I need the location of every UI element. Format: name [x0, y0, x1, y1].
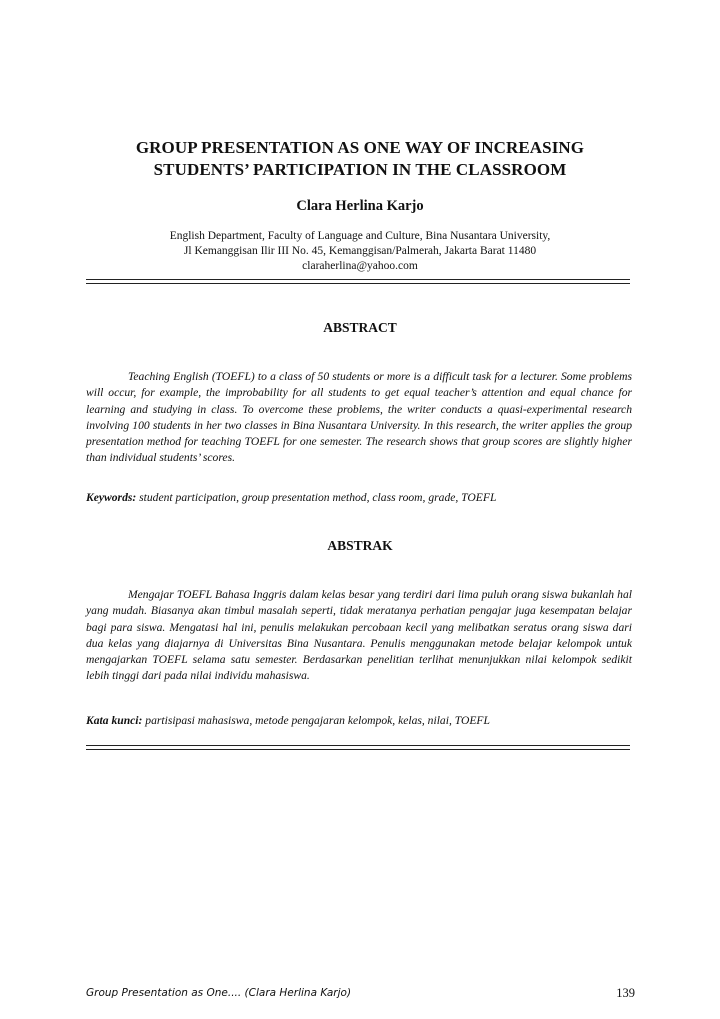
keywords-list: student participation, group presentation method, class room, grade, TOEFL — [136, 491, 497, 504]
keywords-label: Keywords: — [86, 491, 137, 504]
kata-kunci-label: Kata kunci: — [86, 714, 143, 727]
top-double-rule — [86, 279, 630, 284]
paper-title — [60, 137, 660, 181]
affiliation-line-1: English Department, Faculty of Language and Culture, Bina Nusantara University, — [169, 230, 551, 242]
abstrak-body: Mengajar TOEFL Bahasa Inggris dalam kelas besar yang terdiri dari lima puluh orang siswa bukanlah hal yang mudah. Biasanya akan timbul masalah seperti, tidak meratanya perhatian pengajar juga kesempatan belajar bagi para siswa. Mengatasi hal ini, penulis melakukan percobaan kecil yang melibatkan seratus orang siswa dari dua kelas yang diajarnya di Universitas Bina Nusantara. Penulis menggunakan metode belajar kelompok untuk mengajarkan TOEFL selama satu semester. Berdasarkan penelitian terlihat menunjukkan nilai kelompok sedikit lebih tinggi dari pada nilai individu mahasiswa. — [86, 588, 632, 683]
abstrak-heading: ABSTRAK — [327, 538, 393, 553]
keywords-line — [86, 490, 632, 506]
abstract-heading: ABSTRACT — [323, 320, 397, 335]
kata-kunci-list: partisipasi mahasiswa, metode pengajaran kelompok, kelas, nilai, TOEFL — [142, 714, 490, 727]
author-affiliation — [60, 229, 660, 274]
bottom-double-rule — [86, 745, 630, 750]
author-email: claraherlina@yahoo.com — [302, 260, 418, 272]
kata-kunci-line — [86, 713, 632, 729]
affiliation-line-2: Jl Kemanggisan Ilir III No. 45, Kemanggisan/Palmerah, Jakarta Barat 11480 — [183, 245, 537, 257]
author-name: Clara Herlina Karjo — [296, 198, 424, 214]
title-line-2: STUDENTS’ PARTICIPATION IN THE CLASSROOM — [153, 160, 567, 179]
running-footer-title: Group Presentation as One.... (Clara Herlina Karjo) — [86, 987, 352, 999]
page-number: 139 — [616, 986, 635, 1000]
abstract-body: Teaching English (TOEFL) to a class of 50 students or more is a difficult task for a lecturer. Some problems will occur, for example, the improbability for all students to get equal teacher’s attention and equal chance for learning and studying in class. To overcome these problems, the writer conducts a quasi-experimental research involving 100 students in her two classes in Bina Nusantara University. In this research, the writer applies the group presentation method for teaching TOEFL for one semester. The research shows that group scores are slightly higher than individual students’ scores. — [86, 370, 632, 465]
title-line-1: GROUP PRESENTATION AS ONE WAY OF INCREASING — [135, 138, 585, 157]
